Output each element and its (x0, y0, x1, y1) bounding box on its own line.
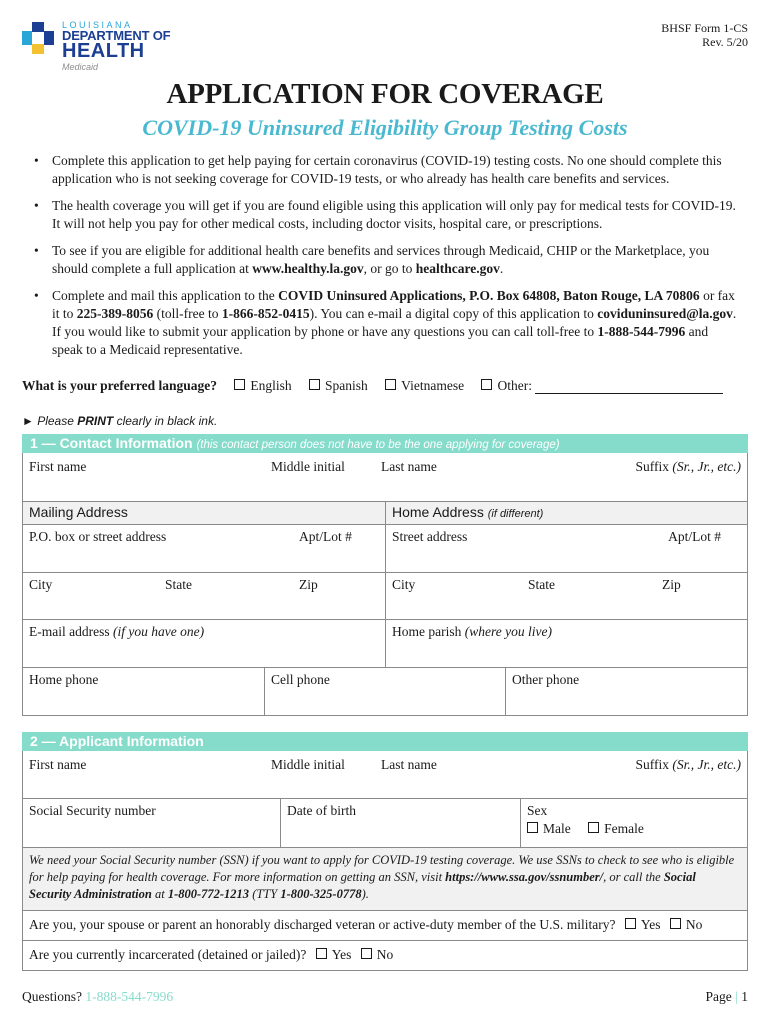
dob-field[interactable]: Date of birth (280, 799, 520, 847)
ssn-note: We need your Social Security number (SSN) if you want to apply for COVID-19 testing coverage. We use SSNs to check to see who is eligible for help paying for health coverage. For more information on getting an SSN, visit https://www.ssa.gov/ssnumber/, or call the Social Security Administration at 1-800-772-1213 (TTY 1-800-325-0778). (29, 853, 735, 901)
healthcare-gov-link[interactable]: healthcare.gov (415, 261, 500, 276)
form-number: BHSF Form 1-CS (661, 21, 748, 35)
footer-questions: Questions? 1-888-544-7996 (22, 989, 174, 1004)
ssn-field[interactable]: Social Security number (29, 803, 156, 818)
mailing-city-field[interactable]: City State Zip (29, 577, 318, 592)
other-phone-field[interactable]: Other phone (505, 668, 747, 715)
home-street-field[interactable]: Street address Apt/Lot # (385, 525, 747, 572)
logo-state: LOUISIANA (62, 20, 133, 30)
last-name-field[interactable]: Last name (381, 459, 437, 474)
home-address-heading: Home Address (if different) (385, 502, 747, 524)
city-row (23, 572, 747, 619)
incarcerated-yes-option[interactable]: Yes (316, 947, 352, 962)
checkbox-icon[interactable] (670, 918, 681, 929)
email-field[interactable]: E-mail address (if you have one) (29, 624, 205, 639)
lang-other-option[interactable]: Other: (481, 378, 723, 393)
ldh-cross-logo-icon (22, 22, 54, 54)
page-subtitle: COVID-19 Uninsured Eligibility Group Testing Costs (142, 115, 628, 140)
checkbox-icon[interactable] (309, 379, 320, 390)
form-id (661, 21, 748, 49)
checkbox-icon[interactable] (625, 918, 636, 929)
logo-dept: DEPARTMENT OF (62, 28, 171, 43)
checkbox-icon[interactable] (361, 948, 372, 959)
phone-number: 1-888-544-7996 (597, 324, 686, 339)
home-city-field[interactable]: City State Zip (385, 573, 747, 619)
mailing-street-field[interactable]: P.O. box or street address Apt/Lot # (29, 529, 352, 544)
toll-free-fax: 1-866-852-0415 (221, 306, 310, 321)
middle-initial-field[interactable]: Middle initial (271, 459, 345, 474)
suffix-field[interactable]: Suffix (Sr., Jr., etc.) (635, 459, 741, 474)
incarcerated-question: Are you currently incarcerated (detained or jailed)? Yes No (29, 947, 394, 962)
first-name-field[interactable]: First name (29, 459, 87, 474)
veteran-no-option[interactable]: No (670, 917, 703, 932)
instruction-item: • Complete and mail this application to the COVID Uninsured Applications, P.O. Box 64808, Baton Rouge, LA 70806 or fax it to 225-389-8056 (toll-free to 1-866-852-0415). You can e-mail a digital copy of this application to coviduninsured@la.gov. If you would like to submit your application by phone or have any questions you can call toll-free to 1-888-544-7996 and speak to a Medicaid representative. (30, 287, 742, 359)
footer-phone: 1-888-544-7996 (85, 989, 174, 1004)
checkbox-icon[interactable] (527, 822, 538, 833)
ssn-note-row (23, 847, 747, 910)
checkbox-icon[interactable] (385, 379, 396, 390)
applicant-name-row (23, 751, 747, 798)
email-parish-row (23, 619, 747, 667)
contact-name-row (23, 453, 747, 501)
instruction-item: • To see if you are eligible for additional health care benefits and services through Medicaid, CHIP or the Marketplace, you should complete a full application at www.healthy.la.gov, or go to healthcare.gov. (30, 242, 742, 278)
logo-health: HEALTH (62, 40, 145, 62)
checkbox-icon[interactable] (234, 379, 245, 390)
language-label: What is your preferred language? (22, 378, 217, 393)
phone-row (23, 667, 747, 715)
cell-phone-field[interactable]: Cell phone (264, 668, 505, 715)
instructions-list (30, 152, 742, 368)
home-parish-field[interactable]: Home parish (where you live) (385, 620, 747, 667)
language-question (22, 378, 748, 394)
sex-field: Sex Male Female (520, 799, 747, 847)
applicant-first-name-field[interactable]: First name (29, 757, 87, 772)
page-number: Page | 1 (705, 989, 748, 1004)
lang-english-option[interactable]: English (234, 378, 291, 393)
applicant-middle-initial-field[interactable]: Middle initial (271, 757, 345, 772)
form-revision: Rev. 5/20 (702, 35, 748, 49)
fax-number: 225-389-8056 (76, 306, 154, 321)
veteran-question: Are you, your spouse or parent an honorably discharged veteran or active-duty member of the U.S. military? Yes No (29, 917, 703, 932)
incarcerated-no-option[interactable]: No (361, 947, 394, 962)
veteran-yes-option[interactable]: Yes (625, 917, 661, 932)
section-1-header: 1 — Contact Information (this contact person does not have to be the one applying for coverage) (22, 434, 748, 453)
lang-spanish-option[interactable]: Spanish (309, 378, 368, 393)
mailing-address: COVID Uninsured Applications, P.O. Box 64808, Baton Rouge, LA 70806 (278, 288, 700, 303)
ssa-link[interactable]: https://www.ssa.gov/ssnumber/ (445, 870, 604, 884)
lang-vietnamese-option[interactable]: Vietnamese (385, 378, 464, 393)
page-title: APPLICATION FOR COVERAGE (166, 78, 604, 110)
email-link[interactable]: coviduninsured@la.gov (597, 306, 733, 321)
section-2-header: 2 — Applicant Information (22, 732, 748, 751)
healthy-la-link[interactable]: www.healthy.la.gov (252, 261, 364, 276)
ssn-dob-sex-row (23, 798, 747, 847)
veteran-row (23, 910, 747, 940)
applicant-suffix-field[interactable]: Suffix (Sr., Jr., etc.) (635, 757, 741, 772)
instruction-item: • The health coverage you will get if you are found eligible using this application will only pay for medical tests for COVID-19. It will not help you pay for other medical costs, including doctor visits, hospital care, or prescriptions. (30, 197, 742, 233)
checkbox-icon[interactable] (481, 379, 492, 390)
applicant-last-name-field[interactable]: Last name (381, 757, 437, 772)
street-row (23, 524, 747, 572)
contact-info-grid (22, 453, 748, 716)
checkbox-icon[interactable] (316, 948, 327, 959)
applicant-info-grid (22, 751, 748, 971)
print-note: ► Please PRINT clearly in black ink. (22, 414, 218, 428)
incarcerated-row (23, 940, 747, 970)
home-phone-field[interactable]: Home phone (29, 672, 99, 687)
mailing-address-heading: Mailing Address (23, 502, 385, 524)
logo-medicaid: Medicaid (62, 62, 99, 72)
other-language-field[interactable] (535, 381, 723, 394)
instruction-item: • Complete this application to get help paying for certain coronavirus (COVID-19) testing costs. No one should complete this application who is not seeking coverage for COVID-19 tests, or who already has health care benefits and services. (30, 152, 742, 188)
address-heading-row (23, 501, 747, 524)
sex-female-option[interactable]: Female (588, 821, 644, 836)
checkbox-icon[interactable] (588, 822, 599, 833)
ldh-logo (22, 20, 182, 74)
sex-male-option[interactable]: Male (527, 821, 571, 836)
